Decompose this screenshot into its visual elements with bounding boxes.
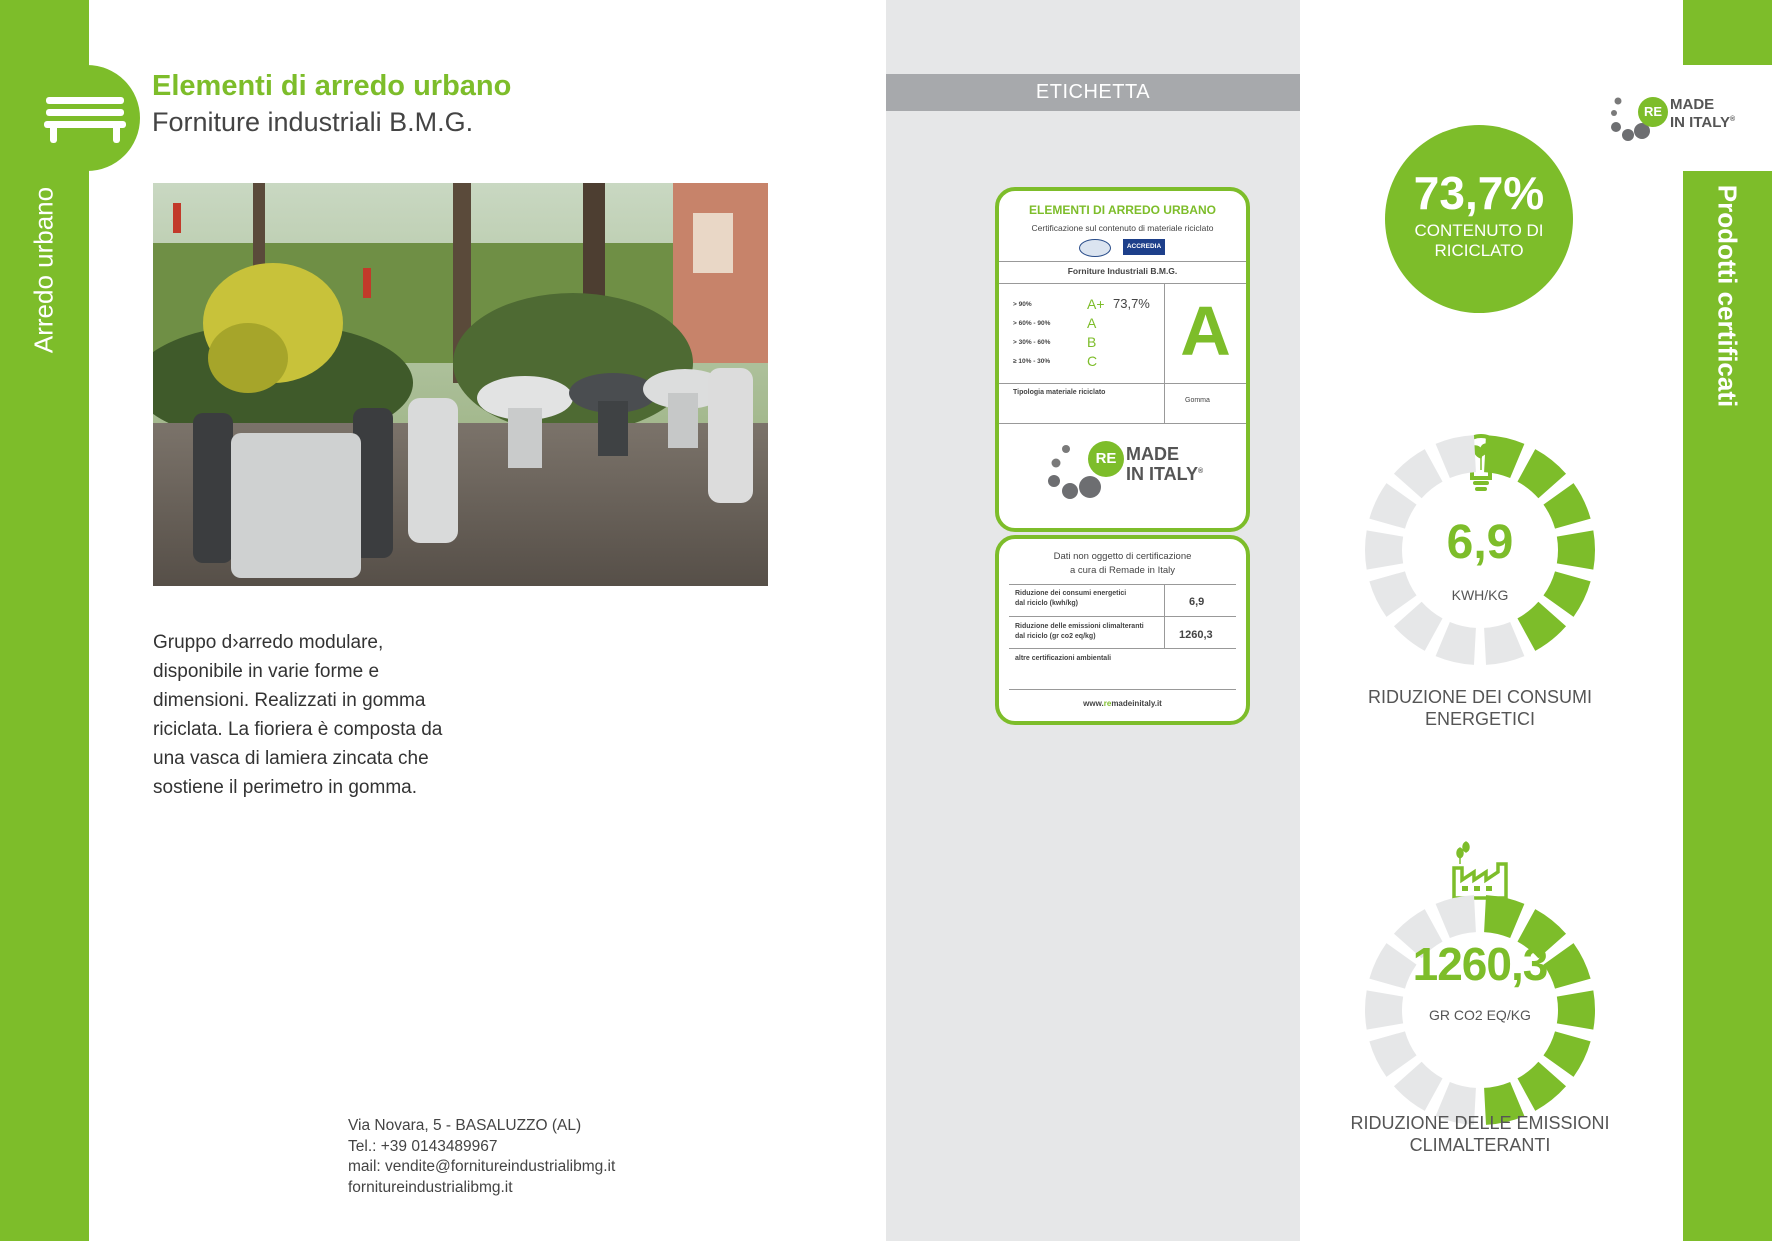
class-a-plus: A+	[1087, 296, 1105, 312]
url-suffix: madeinitaly.it	[1111, 699, 1162, 708]
url-prefix: www.	[1083, 699, 1104, 708]
gauge-segment-empty	[1394, 449, 1443, 498]
label-logo-made: MADE	[1126, 444, 1179, 464]
range-text: > 30% - 60%	[1013, 339, 1051, 346]
certification-label-card	[995, 187, 1250, 532]
label-material-value: Gomma	[1185, 397, 1210, 404]
remade-logo-italy: IN ITALY®	[1670, 114, 1736, 131]
badge-percent: 73,7%	[1413, 167, 1545, 219]
cert-seal-icon	[1079, 239, 1111, 257]
registered-mark: ®	[1730, 116, 1736, 123]
class-a: A	[1087, 315, 1097, 331]
energy-row-label: Riduzione dei consumi energetici	[1015, 590, 1127, 597]
right-tab	[1562, 65, 1772, 171]
range-text: > 60% - 90%	[1013, 320, 1051, 327]
recycled-content-badge	[1385, 125, 1573, 313]
gauge-segment-filled	[1484, 895, 1524, 938]
label-cert-line: Certificazione sul contenuto di materiale riciclato	[1031, 223, 1214, 233]
label-range-row	[1013, 301, 1050, 377]
label-divider	[999, 423, 1246, 424]
bottom-title-1: Dati non oggetto di certificazione	[1053, 551, 1192, 562]
label-url[interactable]	[999, 699, 1246, 708]
bench-icon	[44, 95, 126, 143]
emissions-value: 1260,3	[1412, 938, 1548, 990]
energy-unit: KWH/KG	[1451, 587, 1509, 603]
badge-line1: CONTENUTO DI	[1414, 221, 1544, 240]
emissions-unit: GR CO2 EQ/KG	[1429, 1007, 1531, 1023]
energy-value: 6,9	[1446, 516, 1514, 569]
emissions-title-line1: RIDUZIONE DELLE EMISSIONI	[1350, 1113, 1610, 1133]
label-divider	[999, 283, 1246, 284]
label-remade-logo	[1044, 439, 1204, 509]
label-divider	[1009, 584, 1236, 585]
etichetta-header: ETICHETTA	[886, 74, 1300, 111]
bottom-title-2: a cura di Remade in Italy	[1069, 565, 1176, 576]
product-description: Gruppo d›arredo modulare, disponibile in varie forme e dimensioni. Realizzati in gomma riciclata. La fioriera è composta da una vasca di lamiera zincata che sostiene il perimetro in gomma.	[153, 632, 443, 798]
remade-logo	[1608, 93, 1738, 149]
gauge-segment-empty	[1369, 1031, 1416, 1077]
label-logo-re: RE	[1088, 441, 1124, 477]
label-divider	[1009, 648, 1236, 649]
label-logo-italy: IN ITALY®	[1126, 464, 1204, 484]
label-company: Forniture Industriali B.M.G.	[1067, 266, 1178, 276]
label-percent: 73,7%	[1113, 296, 1150, 311]
energy-title	[1330, 686, 1630, 730]
left-tab	[0, 65, 140, 171]
gauge-segment-filled	[1484, 435, 1524, 478]
contact-email[interactable]: mail: vendite@fornitureindustrialibmg.it	[348, 1158, 616, 1175]
energy-row-unit: dal riciclo (kwh/kg)	[1015, 600, 1079, 607]
range-text: > 90%	[1013, 301, 1032, 308]
section-label-vertical-right: Prodotti certificati	[1712, 184, 1743, 408]
contact-phone[interactable]: Tel.: +39 0143489967	[348, 1137, 498, 1155]
label-title: ELEMENTI DI ARREDO URBANO	[1029, 203, 1216, 217]
energy-title-line1: RIDUZIONE DEI CONSUMI	[1367, 687, 1592, 707]
energy-title-line2: ENERGETICI	[1424, 709, 1535, 729]
gauge-segment-empty	[1436, 435, 1476, 478]
registered-mark: ®	[1198, 468, 1204, 475]
label-grade: A	[1180, 292, 1231, 370]
gauge-segment-filled	[1517, 449, 1566, 498]
emission-row-value: 1260,3	[1179, 629, 1213, 641]
label-divider	[1009, 616, 1236, 617]
label-divider	[1009, 689, 1236, 690]
contact-website[interactable]: fornitureindustrialibmg.it	[348, 1178, 513, 1196]
label-class-column	[1087, 295, 1105, 371]
emissions-title	[1310, 1112, 1650, 1156]
other-cert-label: altre certificazioni ambientali	[1015, 655, 1112, 662]
contact-block	[348, 1116, 615, 1198]
gauge-segment-empty	[1394, 1062, 1443, 1111]
accredia-logo: ACCREDIA	[1123, 239, 1165, 255]
label-divider	[999, 383, 1246, 384]
range-text: ≥ 10% - 30%	[1013, 358, 1051, 365]
gauge-segment-empty	[1436, 895, 1476, 938]
gauge-segment-filled	[1517, 602, 1566, 651]
remade-logo-made: MADE	[1670, 96, 1715, 113]
emissions-title-line2: CLIMALTERANTI	[1409, 1135, 1551, 1155]
gauge-segment-empty	[1394, 602, 1443, 651]
badge-line2: RICICLATO	[1434, 241, 1524, 260]
product-photo-drawing	[153, 183, 768, 586]
page-title: Elementi di arredo urbano	[152, 70, 512, 102]
class-b: B	[1087, 334, 1097, 350]
page-subtitle: Forniture industriali B.M.G.	[152, 107, 474, 137]
gauge-segment-filled	[1543, 1031, 1590, 1077]
gauge-segment-empty	[1484, 622, 1524, 665]
gauge-segment-filled	[1517, 1062, 1566, 1111]
non-certified-data-card	[995, 535, 1250, 725]
class-c: C	[1087, 353, 1098, 369]
gauge-segment-empty	[1436, 622, 1476, 665]
remade-logo-re: RE	[1638, 97, 1668, 127]
contact-address: Via Novara, 5 - BASALUZZO (AL)	[348, 1117, 582, 1134]
energy-row-value: 6,9	[1189, 596, 1205, 608]
emission-row-label: Riduzione delle emissioni climalteranti	[1015, 623, 1144, 630]
url-re: re	[1103, 699, 1112, 708]
product-photo	[153, 183, 768, 586]
emission-row-unit: dal riciclo (gr co2 eq/kg)	[1015, 633, 1096, 640]
label-divider	[999, 261, 1246, 262]
label-material-label: Tipologia materiale riciclato	[1013, 389, 1106, 396]
section-label-vertical: Arredo urbano	[28, 186, 59, 354]
